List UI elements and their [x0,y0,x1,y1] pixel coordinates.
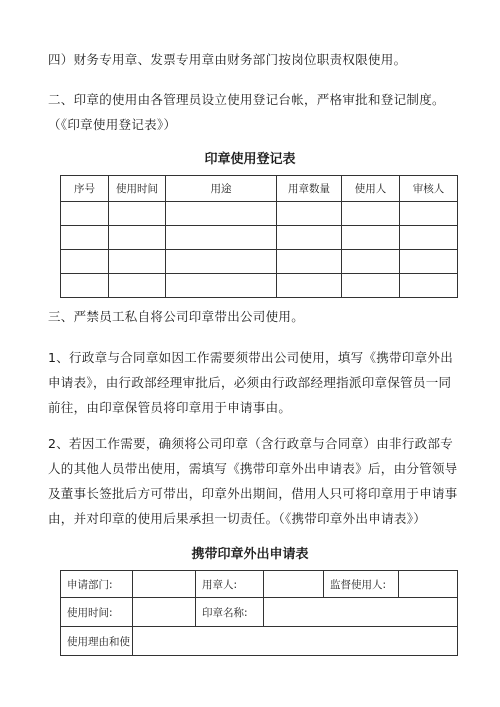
table-cell[interactable] [61,274,109,298]
registration-table-title: 印章使用登记表 [204,152,296,167]
table-cell[interactable] [109,250,166,274]
table-cell[interactable] [61,250,109,274]
table-cell[interactable] [166,274,277,298]
application-form-title: 携带印章外出申请表 [191,547,309,562]
use-time-label: 使用时间: [61,598,133,627]
reason-field[interactable] [133,627,458,656]
table-cell[interactable] [400,202,458,226]
table-cell[interactable] [342,274,400,298]
table-cell[interactable] [109,274,166,298]
table-row [61,226,458,250]
form-row [61,571,458,598]
form-row [61,627,458,656]
header-cell: 使用时间 [109,176,166,202]
table-row [61,250,458,274]
header-cell: 用途 [166,176,277,202]
table-cell[interactable] [277,226,342,250]
table-header-row [61,176,458,202]
seal-name-label: 印章名称: [196,598,264,627]
paragraph-registration-rule: 二、印章的使用由各管理员设立使用登记台帐，严格审批和登记制度。（《印章使用登记表》） [48,92,445,132]
paragraph-rule-2: 2、若因工作需要，确须将公司印章（含行政章与合同章）由非行政部专人的其他人员带出使用，需填写《携带印章外出申请表》后，由分管领导及董事长签批后方可带出，印章外出期间，借用人只可将印章用于申请事由，并对印章的使用后果承担一切责任。（《携带印章外出申请表》） [48,436,458,526]
paragraph-rule-1: 1、行政章与合同章如因工作需要须带出公司使用，填写《携带印章外出申请表》，由行政部经理审批后，必须由行政部经理指派印章保管员一同前往，由印章保管员将印章用于申请事由。 [48,350,454,415]
table-cell[interactable] [166,250,277,274]
table-cell[interactable] [109,202,166,226]
seal-user-field[interactable] [264,571,324,598]
table-cell[interactable] [61,202,109,226]
table-cell[interactable] [400,250,458,274]
reason-label: 使用理由和使 [61,627,133,656]
table-cell[interactable] [166,226,277,250]
header-cell: 序号 [61,176,109,202]
paragraph-finance-seals: 四）财务专用章、发票专用章由财务部门按岗位职责权限使用。 [48,52,407,67]
applicant-dept-label: 申请部门: [61,571,133,598]
paragraph-prohibition: 三、严禁员工私自将公司印章带出公司使用。 [48,309,305,324]
supervisor-label: 监督使用人: [324,571,399,598]
seal-outing-application-form [60,570,458,656]
form-row [61,598,458,627]
seal-registration-table [60,175,458,298]
table-cell[interactable] [342,202,400,226]
table-cell[interactable] [342,250,400,274]
table-row [61,274,458,298]
table-cell[interactable] [109,226,166,250]
applicant-dept-field[interactable] [133,571,196,598]
header-cell: 审核人 [400,176,458,202]
header-cell: 用章数量 [277,176,342,202]
table-cell[interactable] [342,226,400,250]
supervisor-field[interactable] [399,571,458,598]
use-time-field[interactable] [133,598,196,627]
table-cell[interactable] [400,274,458,298]
table-cell[interactable] [166,202,277,226]
table-cell[interactable] [277,250,342,274]
header-cell: 使用人 [342,176,400,202]
table-cell[interactable] [400,226,458,250]
table-cell[interactable] [277,274,342,298]
table-cell[interactable] [277,202,342,226]
seal-name-field[interactable] [264,598,458,627]
table-cell[interactable] [61,226,109,250]
table-row [61,202,458,226]
seal-user-label: 用章人: [196,571,264,598]
